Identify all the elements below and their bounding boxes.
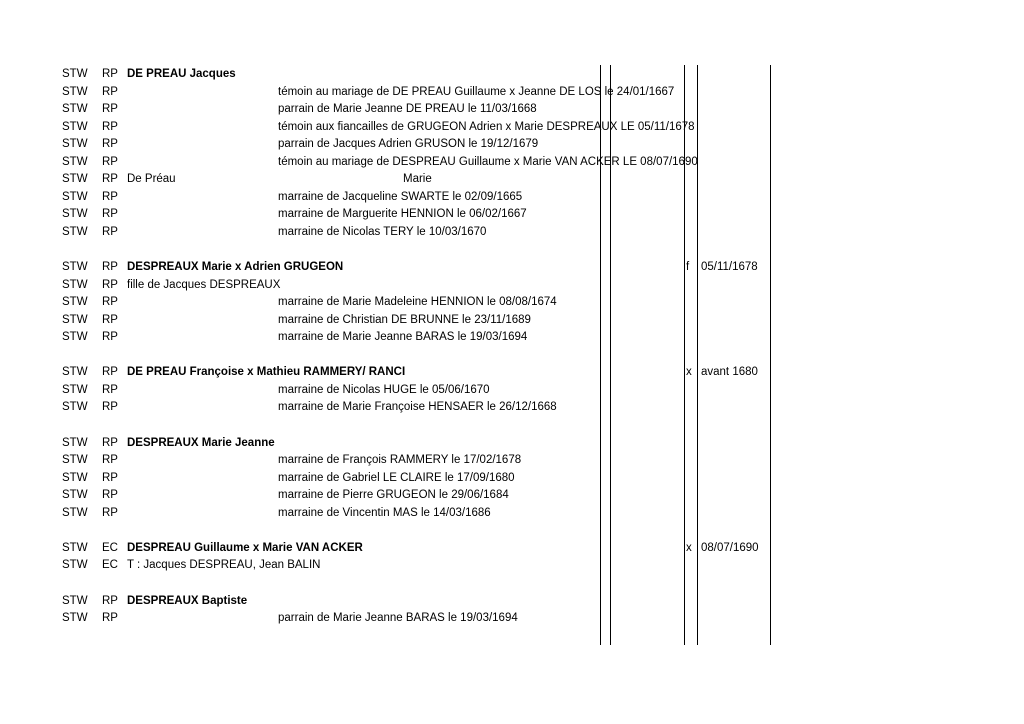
column-divider <box>697 65 698 645</box>
row-source: RP <box>102 173 118 186</box>
row-source: RP <box>102 68 118 80</box>
table-row <box>0 84 1024 101</box>
table-row <box>0 487 1024 504</box>
table-row <box>0 171 1024 188</box>
row-date: avant 1680 <box>701 366 758 379</box>
row-source: RP <box>102 436 118 449</box>
row-name: fille de Jacques DESPREAUX <box>127 278 281 291</box>
row-place: STW <box>62 138 88 151</box>
row-place: STW <box>62 261 88 274</box>
row-place: STW <box>62 506 88 519</box>
table-row <box>0 136 1024 153</box>
row-name: De Préau <box>127 173 176 186</box>
row-source: RP <box>102 138 118 151</box>
table-row <box>0 259 1024 276</box>
row-description: marraine de Nicolas TERY le 10/03/1670 <box>278 226 487 238</box>
person-heading: DESPREAU Guillaume x Marie VAN ACKER <box>127 541 363 554</box>
row-description: marraine de Nicolas HUGE le 05/06/1670 <box>278 383 490 396</box>
row-source: RP <box>102 278 118 291</box>
row-source: RP <box>102 383 118 396</box>
person-heading: DESPREAUX Baptiste <box>127 594 248 607</box>
row-source: RP <box>102 155 118 168</box>
row-date: 05/11/1678 <box>701 261 758 274</box>
row-source: RP <box>102 454 118 467</box>
table-row <box>0 329 1024 346</box>
row-source: RP <box>102 594 118 607</box>
table-row <box>0 119 1024 136</box>
row-source: RP <box>102 331 118 344</box>
column-divider <box>770 65 771 645</box>
row-source: RP <box>102 313 118 326</box>
row-place: STW <box>62 436 88 449</box>
row-source: RP <box>102 489 118 502</box>
table-row <box>0 382 1024 399</box>
row-date: 08/07/1690 <box>701 541 759 554</box>
row-place: STW <box>62 471 88 484</box>
row-description: marraine de François RAMMERY le 17/02/1678 <box>278 454 522 467</box>
row-source: RP <box>102 226 118 238</box>
row-description: marraine de Marie Jeanne BARAS le 19/03/1694 <box>278 331 528 344</box>
row-place: STW <box>62 313 88 326</box>
row-description: parrain de Marie Jeanne DE PREAU le 11/03/1668 <box>278 103 537 116</box>
row-description: parrain de Jacques Adrien GRUSON le 19/12/1679 <box>278 138 539 151</box>
row-place: STW <box>62 103 88 116</box>
row-source: RP <box>102 103 118 116</box>
row-place: STW <box>62 366 88 379</box>
row-source: RP <box>102 208 118 221</box>
row-source: RP <box>102 401 118 414</box>
row-place: STW <box>62 85 88 98</box>
row-place: STW <box>62 541 88 554</box>
row-description: témoin aux fiancailles de GRUGEON Adrien x Marie DESPREAUX LE 05/11/1678 <box>278 120 695 133</box>
row-source: RP <box>102 471 118 484</box>
table-row <box>0 399 1024 416</box>
row-place: STW <box>62 331 88 344</box>
row-flag: x <box>686 366 692 379</box>
person-heading: DE PREAU Françoise x Mathieu RAMMERY/ RANCI <box>127 366 406 379</box>
row-description: marraine de Vincentin MAS le 14/03/1686 <box>278 506 491 519</box>
row-flag: f <box>686 261 690 274</box>
table-row <box>0 593 1024 610</box>
row-place: STW <box>62 226 88 238</box>
table-row <box>0 557 1024 574</box>
row-description: marraine de Gabriel LE CLAIRE le 17/09/1680 <box>278 471 515 484</box>
person-heading: DESPREAUX Marie x Adrien GRUGEON <box>127 261 344 274</box>
row-source: EC <box>102 541 118 554</box>
row-source: RP <box>102 190 118 203</box>
row-place: STW <box>62 489 88 502</box>
row-source: EC <box>102 559 118 572</box>
row-description: marraine de Pierre GRUGEON le 29/06/1684 <box>278 489 509 502</box>
row-place: STW <box>62 296 88 309</box>
table-row <box>0 364 1024 381</box>
column-divider <box>684 65 685 645</box>
row-description: marraine de Christian DE BRUNNE le 23/11/1689 <box>278 313 531 326</box>
row-place: STW <box>62 155 88 168</box>
row-place: STW <box>62 190 88 203</box>
table-row <box>0 294 1024 311</box>
table-row <box>0 154 1024 171</box>
table-row <box>0 610 1024 627</box>
row-flag: x <box>686 541 692 554</box>
row-source: RP <box>102 506 118 519</box>
person-heading: DE PREAU Jacques <box>127 68 236 80</box>
row-source: RP <box>102 261 118 274</box>
row-place: STW <box>62 612 88 625</box>
table-row <box>0 101 1024 118</box>
row-description: marraine de Marie Madeleine HENNION le 08/08/1674 <box>278 296 557 309</box>
row-place: STW <box>62 559 88 572</box>
person-heading: DESPREAUX Marie Jeanne <box>127 436 275 449</box>
row-source: RP <box>102 366 118 379</box>
row-description: témoin au mariage de DESPREAU Guillaume x Marie VAN ACKER LE 08/07/1690 <box>278 155 698 168</box>
table-row <box>0 189 1024 206</box>
row-source: RP <box>102 296 118 309</box>
row-source: RP <box>102 612 118 625</box>
table-row <box>0 435 1024 452</box>
row-place: STW <box>62 278 88 291</box>
row-source: RP <box>102 85 118 98</box>
row-name: T : Jacques DESPREAU, Jean BALIN <box>127 559 321 572</box>
column-divider <box>600 65 601 645</box>
row-place: STW <box>62 454 88 467</box>
table-row <box>0 277 1024 294</box>
row-place: STW <box>62 208 88 221</box>
row-description: marraine de Jacqueline SWARTE le 02/09/1665 <box>278 190 523 203</box>
row-source: RP <box>102 120 118 133</box>
table-row <box>0 66 1024 83</box>
row-description: parrain de Marie Jeanne BARAS le 19/03/1694 <box>278 612 518 625</box>
row-description: témoin au mariage de DE PREAU Guillaume x Jeanne DE LOS le 24/01/1667 <box>278 85 675 98</box>
row-place: STW <box>62 173 88 186</box>
table-row <box>0 224 1024 241</box>
table-row <box>0 470 1024 487</box>
table-row <box>0 206 1024 223</box>
row-description: Marie <box>403 173 432 186</box>
row-place: STW <box>62 383 88 396</box>
row-place: STW <box>62 68 88 80</box>
row-place: STW <box>62 594 88 607</box>
table-row <box>0 312 1024 329</box>
row-place: STW <box>62 401 88 414</box>
table-row <box>0 505 1024 522</box>
table-row <box>0 540 1024 557</box>
row-description: marraine de Marie Françoise HENSAER le 26/12/1668 <box>278 401 557 414</box>
column-divider <box>610 65 611 645</box>
table-row <box>0 452 1024 469</box>
row-description: marraine de Marguerite HENNION le 06/02/1667 <box>278 208 527 221</box>
row-place: STW <box>62 120 88 133</box>
